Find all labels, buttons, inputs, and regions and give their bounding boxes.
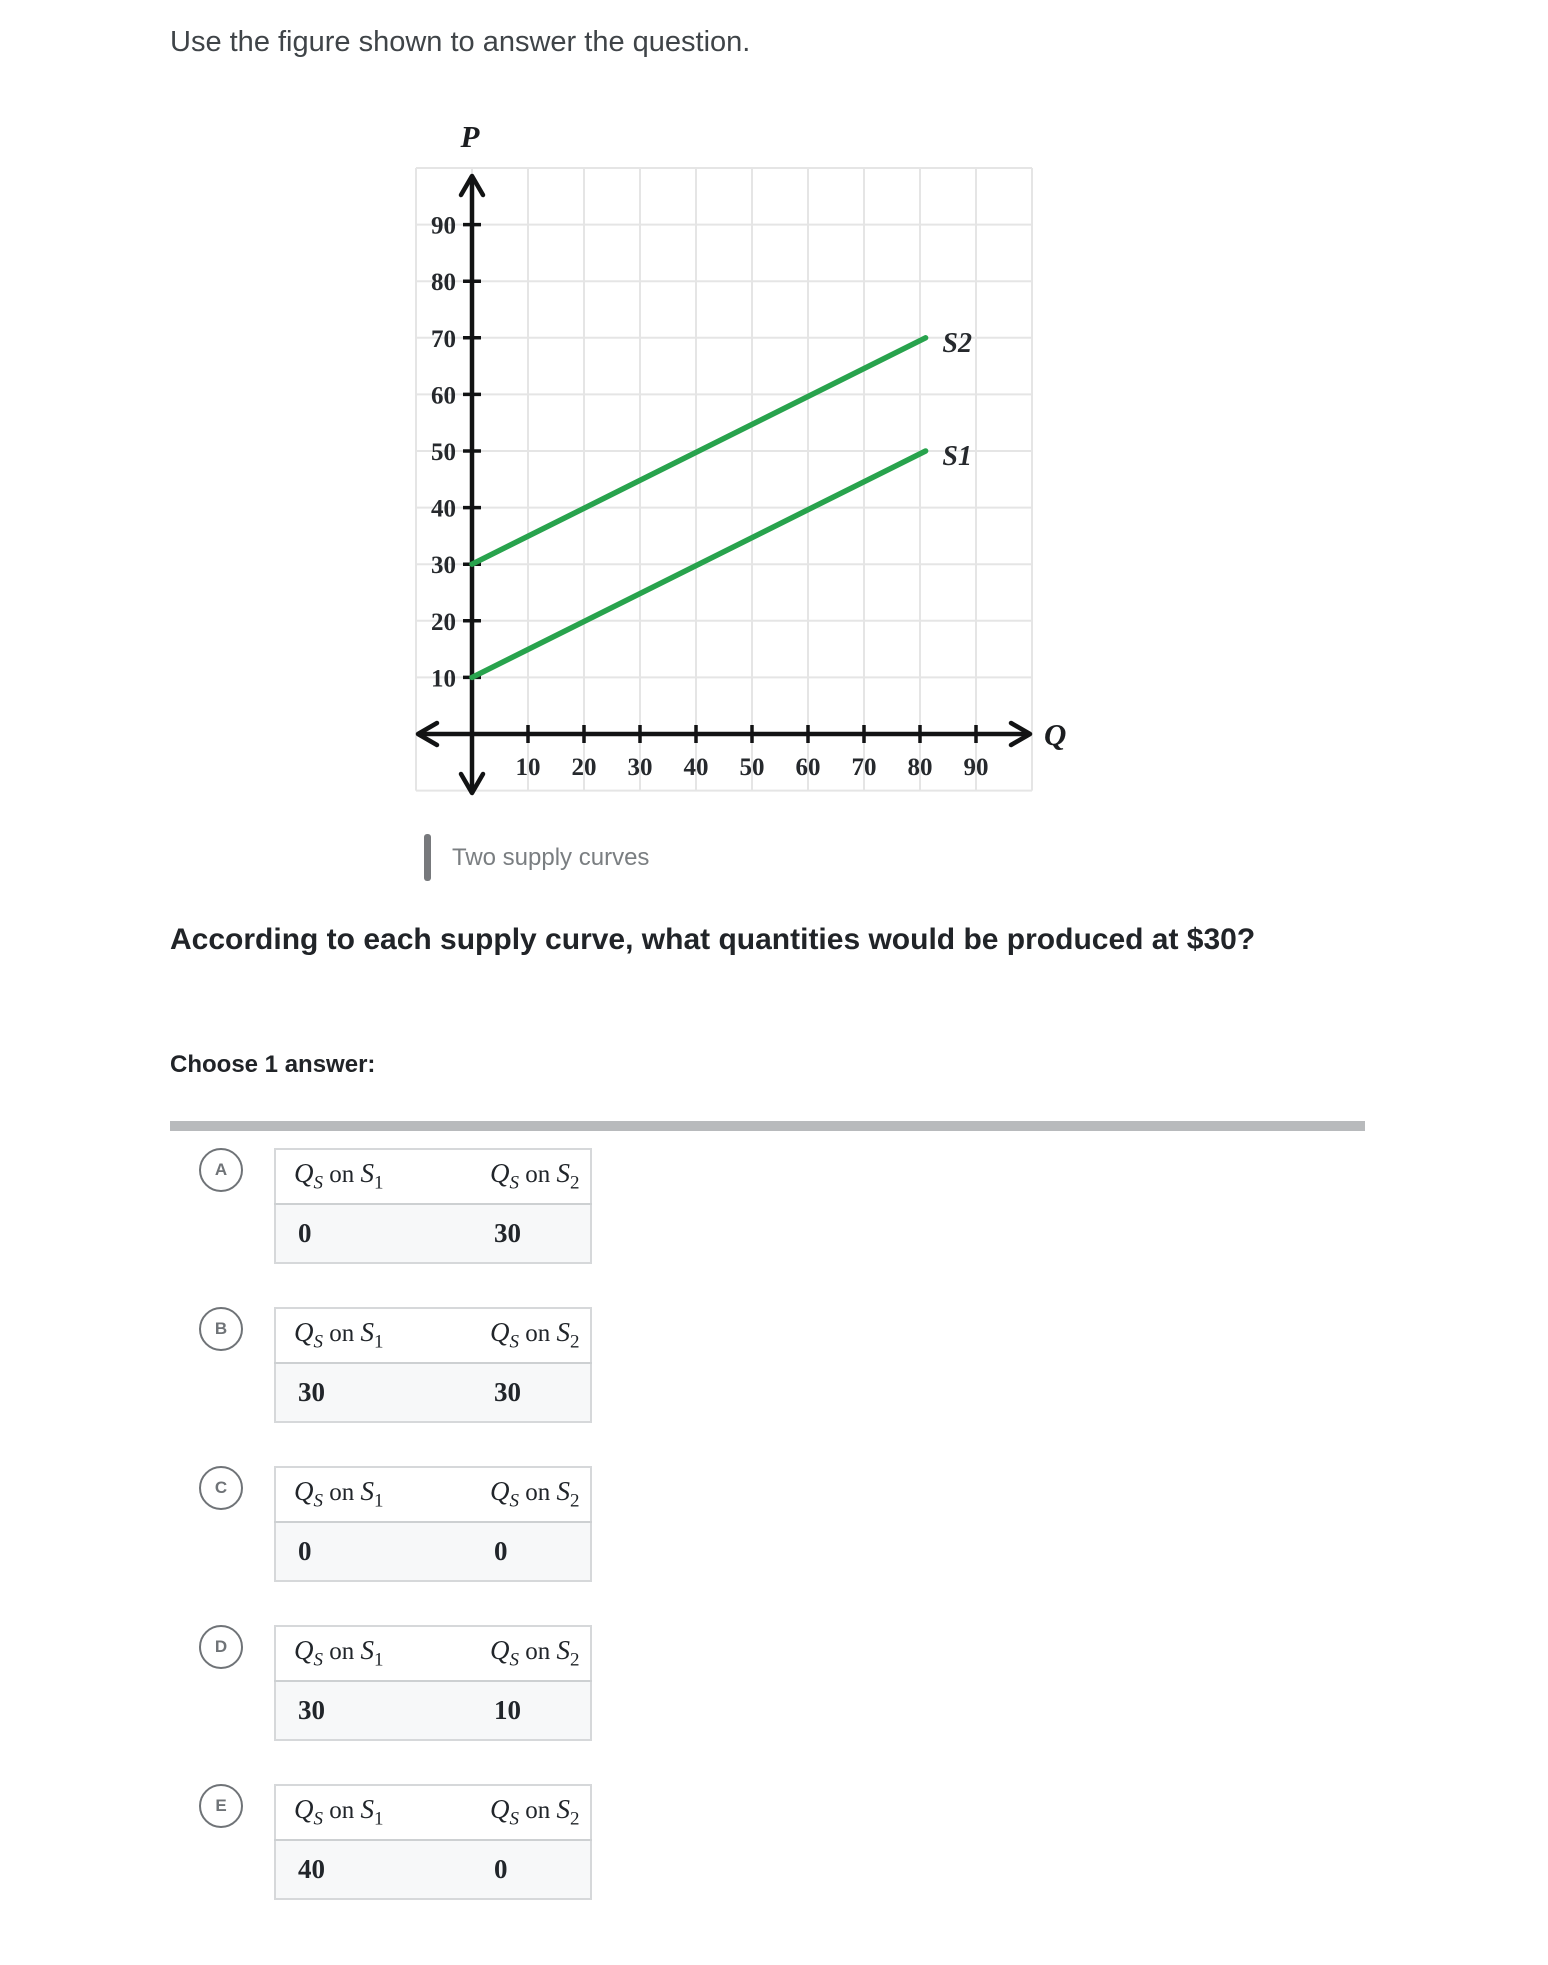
caption-bar: [424, 834, 431, 881]
table-header-cell: $Q_S$ on $S_1$: [275, 1785, 472, 1840]
x-tick-label: 70: [851, 754, 877, 781]
choice-letter: D: [214, 1637, 228, 1656]
choice-letter: C: [214, 1478, 228, 1497]
quantity-value: 0: [275, 1204, 472, 1263]
y-tick-label: 40: [431, 495, 456, 523]
x-axis-label: Q: [1044, 717, 1067, 752]
y-tick-label: 60: [431, 382, 456, 410]
choice-radio-D[interactable]: [199, 1625, 243, 1669]
quantity-value: 40: [275, 1840, 472, 1899]
choice-radio-B[interactable]: [199, 1307, 243, 1351]
grid: [416, 168, 1032, 791]
y-tick-label: 20: [431, 608, 456, 636]
quantity-value: 0: [472, 1522, 591, 1581]
x-tick-label: 40: [683, 754, 709, 781]
quantity-value: 0: [275, 1522, 472, 1581]
quantity-value: 30: [472, 1204, 591, 1263]
table-header-cell: $Q_S$ on $S_2$: [472, 1149, 591, 1204]
quantity-value: 30: [275, 1681, 472, 1740]
answer-choice-E[interactable]: [199, 1784, 592, 1900]
x-tick-label: 60: [795, 754, 821, 781]
y-axis-label: P: [460, 119, 480, 154]
table-header-cell: $Q_S$ on $S_2$: [472, 1467, 591, 1522]
caption-text: Two supply curves: [452, 843, 650, 871]
table-header-cell: $Q_S$ on $S_1$: [275, 1308, 472, 1363]
choose-answer-label: Choose 1 answer:: [170, 1051, 376, 1078]
table-header-cell: $Q_S$ on $S_2$: [472, 1785, 591, 1840]
figure-caption: [424, 834, 649, 881]
table-header-cell: $Q_S$ on $S_1$: [275, 1626, 472, 1681]
axes: [418, 176, 1030, 793]
table-header-cell: $Q_S$ on $S_2$: [472, 1308, 591, 1363]
choice-letter: E: [215, 1796, 227, 1815]
choice-radio-C[interactable]: [199, 1466, 243, 1510]
y-tick-label: 10: [431, 665, 456, 693]
instruction-text: Use the figure shown to answer the question.: [170, 26, 751, 58]
answer-choice-B[interactable]: [199, 1307, 592, 1423]
table-header-cell: $Q_S$ on $S_1$: [275, 1467, 472, 1522]
choice-quantities-table: [274, 1466, 592, 1582]
y-tick-label: 70: [431, 325, 456, 353]
quantity-value: 0: [472, 1840, 591, 1899]
choice-quantities-table: [274, 1784, 592, 1900]
choice-letter: A: [214, 1160, 228, 1179]
y-tick-label: 30: [431, 552, 456, 580]
y-tick-label: 80: [431, 269, 456, 297]
curve-label-S1: S1: [942, 441, 972, 473]
answer-choices: [199, 1148, 592, 1943]
answer-choice-D[interactable]: [199, 1625, 592, 1741]
question-text: According to each supply curve, what quantities would be produced at $30?: [170, 923, 1256, 956]
divider: [170, 1121, 1365, 1131]
answer-choice-A[interactable]: [199, 1148, 592, 1264]
table-header-cell: $Q_S$ on $S_1$: [275, 1149, 472, 1204]
quantity-value: 30: [275, 1363, 472, 1422]
x-tick-label: 10: [515, 754, 541, 781]
x-tick-label: 80: [907, 754, 933, 781]
table-header-cell: $Q_S$ on $S_2$: [472, 1626, 591, 1681]
ticks: [431, 213, 989, 781]
supply-demand-chart: [360, 90, 1120, 830]
y-tick-label: 50: [431, 439, 456, 466]
x-tick-label: 30: [627, 754, 653, 781]
choice-radio-A[interactable]: [199, 1148, 243, 1192]
x-tick-label: 50: [739, 754, 765, 781]
curve-label-S2: S2: [942, 327, 972, 359]
quantity-value: 30: [472, 1363, 591, 1422]
choice-quantities-table: [274, 1307, 592, 1423]
choice-radio-E[interactable]: [199, 1784, 243, 1828]
answer-choice-C[interactable]: [199, 1466, 592, 1582]
quantity-value: 10: [472, 1681, 591, 1740]
x-tick-label: 20: [571, 754, 597, 781]
choice-quantities-table: [274, 1625, 592, 1741]
choice-letter: B: [214, 1319, 228, 1338]
x-tick-label: 90: [963, 754, 989, 781]
y-tick-label: 90: [431, 212, 456, 240]
choice-quantities-table: [274, 1148, 592, 1264]
